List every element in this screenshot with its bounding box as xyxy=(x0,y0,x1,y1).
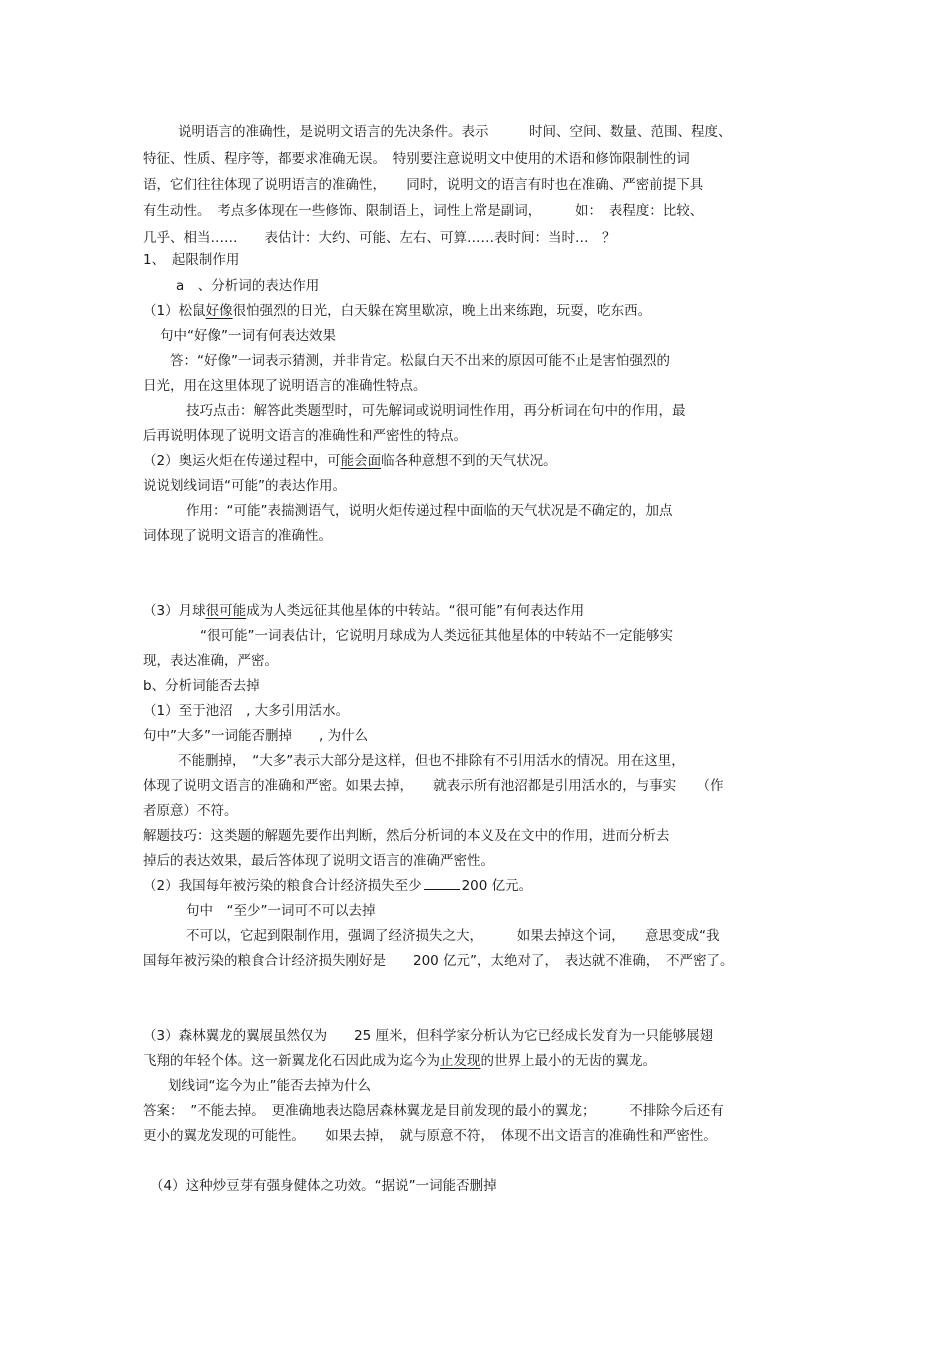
example-1-sentence xyxy=(143,302,651,320)
example-b2-answer-line-1: 不可以，它起到限制作用，强调了经济损失之大， 如果去掉这个词， 意思变成“我 xyxy=(186,928,720,944)
subsection-heading-b: b、分析词能否去掉 xyxy=(143,678,260,694)
example-b1-answer-line-1: 不能删掉， “大多”表示大部分是这样，但也不排除有不引用活水的情况。用在这里， xyxy=(178,753,685,769)
example-3-answer-line-1: “很可能”一词表估计，它说明月球成为人类远征其他星体的中转站不一定能够实 xyxy=(200,628,673,644)
example-b3-text-a: 飞翔的年轻个体。这一新翼龙化石因此成为迄今为 xyxy=(143,1053,440,1069)
example-2-text-b: 临各种意想不到的天气状况。 xyxy=(381,453,557,469)
example-b2-text-b: 200 亿元。 xyxy=(461,878,533,894)
fill-blank xyxy=(424,877,460,890)
example-2-underlined: 能会面 xyxy=(340,453,382,469)
section-heading-1: 1、 起限制作用 xyxy=(143,252,240,268)
example-b1-question: 句中”大多”一词能否删掉 , 为什么 xyxy=(143,728,369,744)
example-1-answer-line-1: 答：“好像”一词表示猜测，并非肯定。松鼠白天不出来的原因可能不止是害怕强烈的 xyxy=(170,353,670,369)
example-1-answer-line-2: 日光，用在这里体现了说明语言的准确性特点。 xyxy=(143,378,427,394)
example-b1-answer-line-3: 者原意）不符。 xyxy=(143,803,238,819)
intro-line-5: 几乎、相当…… 表估计：大约、可能、左右、可算……表时间：当时… ？ xyxy=(143,230,616,246)
intro-line-4: 有生动性。 考点多体现在一些修饰、限制语上，词性上常是副词， 如： 表程度：比较、 xyxy=(143,203,704,219)
example-b3-answer-line-2: 更小的翼龙发现的可能性。 如果去掉， 就与原意不符， 体现不出文语言的准确性和严密性。 xyxy=(143,1128,717,1144)
technique-line-2: 掉后的表达效果，最后答体现了说明文语言的准确严密性。 xyxy=(143,853,494,869)
example-2-text-a: （2）奥运火炬在传递过程中，可 xyxy=(143,453,341,469)
subsection-heading-a: a 、分析词的表达作用 xyxy=(176,278,320,294)
example-b3-answer-line-1: 答案： ”不能去掉。 更准确地表达隐居森林翼龙是目前发现的最小的翼龙； 不排除今后还有 xyxy=(143,1103,724,1119)
intro-line-1: 说明语言的准确性，是说明文语言的先决条件。表示 时间、空间、数量、范围、程度、 xyxy=(178,124,732,140)
technique-line-1: 解题技巧：这类题的解题先要作出判断，然后分析词的本义及在文中的作用，进而分析去 xyxy=(143,828,670,844)
example-1-text-a: （1）松鼠 xyxy=(143,303,206,319)
example-b3-sentence-line-2 xyxy=(143,1052,656,1070)
example-2-answer-line-1: 作用：“可能”表揣测语气，说明火炬传递过程中面临的天气状况是不确定的，加点 xyxy=(186,503,673,519)
example-b3-text-b: 的世界上最小的无齿的翼龙。 xyxy=(480,1053,656,1069)
example-b2-answer-line-2: 国每年被污染的粮食合计经济损失刚好是 200 亿元”，太绝对了， 表达就不准确， 不严密了。 xyxy=(143,953,734,969)
example-b3-sentence-line-1: （3）森林翼龙的翼展虽然仅为 25 厘米，但科学家分析认为它已经成长发育为一只能够展翅 xyxy=(143,1028,714,1044)
example-2-answer-line-2: 词体现了说明文语言的准确性。 xyxy=(143,528,332,544)
tip-line-1: 技巧点击：解答此类题型时，可先解词或说明词性作用，再分析词在句中的作用，最 xyxy=(186,403,686,419)
example-b1-answer-line-2: 体现了说明文语言的准确和严密。如果去掉， 就表示所有池沼都是引用活水的，与事实 （作 xyxy=(143,778,724,794)
example-3-answer-line-2: 现，表达准确，严密。 xyxy=(143,653,278,669)
example-b3-question: 划线词“迄今为止”能否去掉为什么 xyxy=(168,1078,371,1094)
example-b2-sentence xyxy=(143,877,532,895)
example-3-underlined: 很可能 xyxy=(205,603,247,619)
example-1-underlined: 好像 xyxy=(205,303,233,319)
example-2-sentence xyxy=(143,452,557,470)
example-2-question: 说说划线词语“可能”的表达作用。 xyxy=(143,478,346,494)
example-b3-underlined: 止发现 xyxy=(440,1053,481,1069)
tip-line-2: 后再说明体现了说明文语言的准确性和严密性的特点。 xyxy=(143,428,467,444)
example-3-text-b: 成为人类远征其他星体的中转站。“很可能”有何表达作用 xyxy=(246,603,585,619)
example-b2-question: 句中 “至少”一词可不可以去掉 xyxy=(186,903,376,919)
intro-line-2: 特征、性质、程序等，都要求准确无误。 特别要注意说明文中使用的术语和修饰限制性的词 xyxy=(143,151,690,167)
example-1-text-b: 很怕强烈的日光，白天躲在窝里歇凉，晚上出来练跑，玩耍，吃东西。 xyxy=(232,303,652,319)
example-b2-text-a: （2）我国每年被污染的粮食合计经济损失至少 xyxy=(143,878,422,894)
example-b1-sentence: （1）至于池沼 , 大多引用活水。 xyxy=(143,703,350,719)
example-1-question: 句中“好像”一词有何表达效果 xyxy=(160,328,336,344)
example-3-sentence xyxy=(143,602,584,620)
example-3-text-a: （3）月球 xyxy=(143,603,206,619)
intro-line-3: 语，它们往往体现了说明语言的准确性， 同时，说明文的语言有时也在准确、严密前提下具 xyxy=(143,177,704,193)
example-b4-sentence: （4）这种炒豆芽有强身健体之功效。“据说”一词能否删掉 xyxy=(150,1178,497,1194)
